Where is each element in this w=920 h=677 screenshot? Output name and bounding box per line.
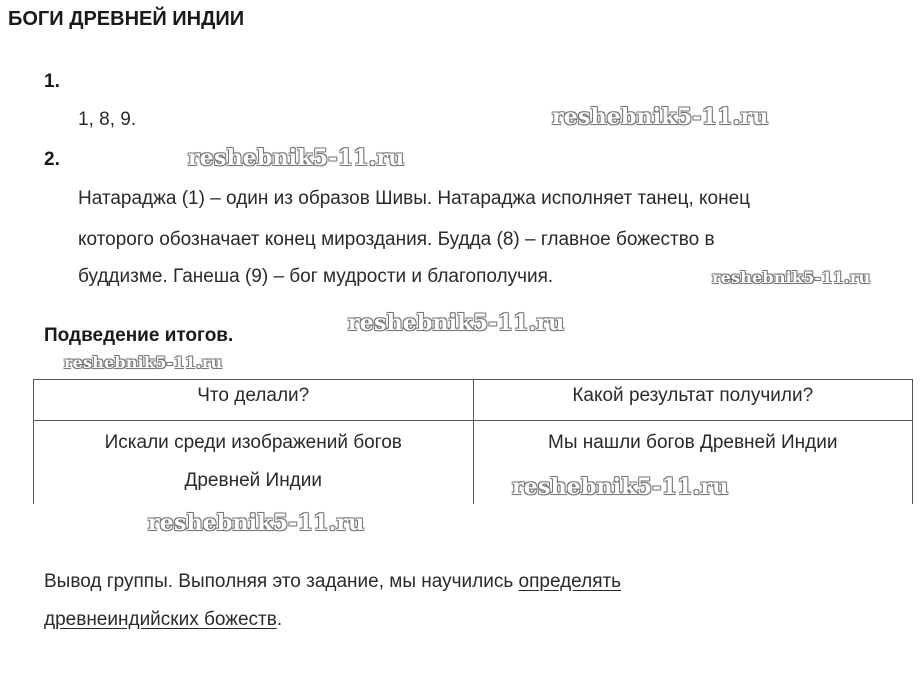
table-cell-what-done [34, 421, 474, 505]
watermark: reshebnik5-11.ru [512, 474, 729, 500]
page-title: БОГИ ДРЕВНЕЙ ИНДИИ [8, 8, 245, 30]
summary-heading: Подведение итогов. [44, 325, 234, 346]
table-header-cell: Что делали? [34, 380, 474, 421]
table-cell-line: Мы нашли богов Древней Индии [548, 432, 838, 453]
task-2-line-1: Натараджа (1) – один из образов Шивы. Натараджа исполняет танец, конец [78, 188, 751, 209]
conclusion-line-2 [44, 609, 282, 631]
conclusion-text: . [276, 609, 283, 630]
table-row [34, 421, 913, 505]
conclusion-underlined-text: определять [518, 571, 622, 592]
watermark: reshebnik5-11.ru [552, 104, 769, 130]
results-table [33, 379, 913, 504]
watermark: reshebnik5-11.ru [712, 268, 871, 287]
task-1-number: 1. [44, 71, 60, 92]
watermark: reshebnik5-11.ru [64, 353, 223, 372]
conclusion-line-1 [44, 571, 621, 593]
task-2-line-2: которого обозначает конец мироздания. Будда (8) – главное божество в [78, 229, 715, 250]
watermark: reshebnik5-11.ru [148, 510, 365, 536]
task-2-number: 2. [44, 149, 60, 170]
conclusion-text: Вывод группы. Выполняя это задание, мы научились [44, 571, 519, 592]
watermark: reshebnik5-11.ru [188, 145, 405, 171]
task-2-line-3: буддизме. Ганеша (9) – бог мудрости и благополучия. [78, 266, 554, 287]
table-header-row [34, 380, 913, 421]
table-header-cell: Какой результат получили? [473, 380, 913, 421]
watermark: reshebnik5-11.ru [348, 310, 565, 336]
table-cell-line: Древней Индии [184, 470, 322, 491]
task-1-answer: 1, 8, 9. [78, 109, 137, 130]
conclusion-underlined-text: древнеиндийских божеств [44, 609, 277, 630]
table-cell-line: Искали среди изображений богов [104, 432, 402, 453]
